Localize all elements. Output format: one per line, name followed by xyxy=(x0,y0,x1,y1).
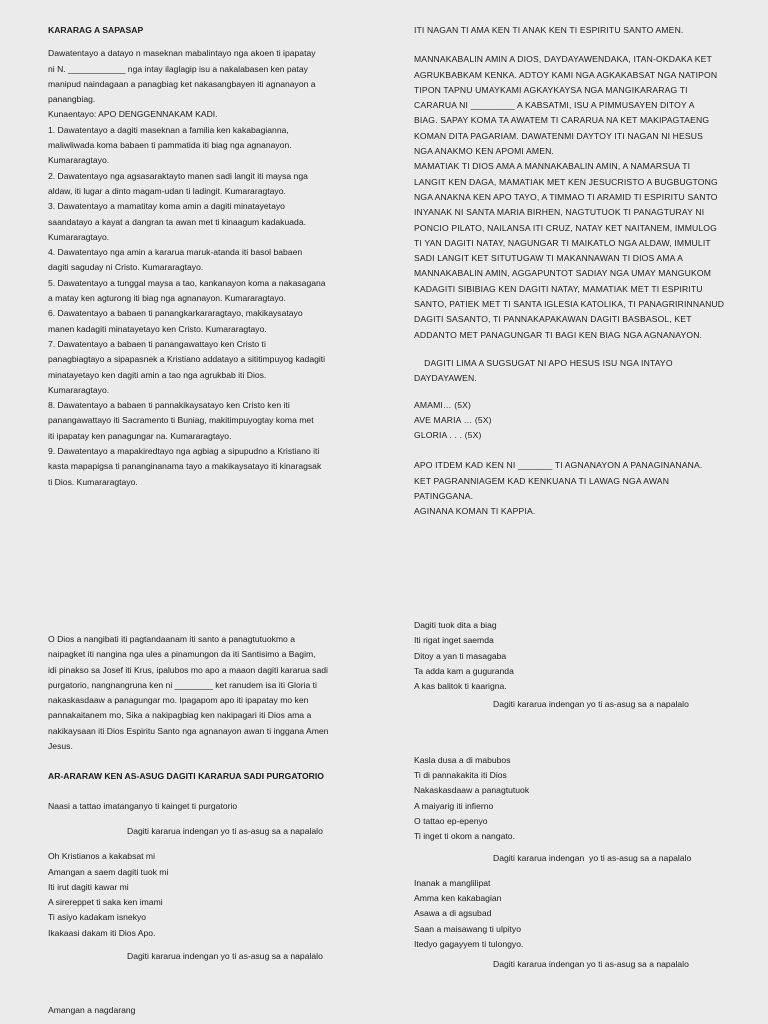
song-refrain: Dagiti kararua indengan yo ti as-asug sa a napalalo xyxy=(493,852,692,863)
verse-line: Ta adda kam a guguranda xyxy=(414,665,514,676)
prayer-line: pannakaitanem mo, Sika a nakipagbiag ken nakipagari iti Dios ama a xyxy=(48,710,312,721)
litany-line: manipud naindagaan a panagbiag ket nakasangbayen iti agnanayon a xyxy=(48,78,316,89)
litany-section xyxy=(48,23,368,490)
five-wounds-line: DAGITI LIMA A SUGSUGAT NI APO HESUS ISU NGA INTAYO xyxy=(414,357,673,368)
litany-line: iti ipapatay ken panagungar na. Kumararagtayo. xyxy=(48,430,232,441)
litany-line: Kumararagtayo. xyxy=(48,384,110,395)
creed-line: SANTO, PATIEK MET TI SANTA IGLESIA KATOLIKA, TI PANAGRIRINNANUD xyxy=(414,299,725,310)
creed-line: NGA ANAKNA KEN APO TAYO, A TIMMAO TI ARAMID TI ESPIRITU SANTO xyxy=(414,191,718,202)
verse-line: A maiyarig iti infierno xyxy=(414,800,494,811)
verse-line: Amma ken kakabagian xyxy=(414,893,502,904)
verse-line: Nakaskasdaaw a panagtutuok xyxy=(414,785,530,796)
verse-line: Amangan a saem dagiti tuok mi xyxy=(48,866,169,877)
litany-title: KARARAG A SAPASAP xyxy=(48,25,144,35)
closing-line: APO ITDEM KAD KEN NI _______ TI AGNANAYON A PANAGINANANA. xyxy=(414,460,703,471)
creed-line: PONCIO PILATO, NAILANSA ITI CRUZ, NATAY KET NAITANEM, IMMULOG xyxy=(414,222,717,233)
rosary-section xyxy=(414,23,754,520)
litany-line: 9. Dawatentayo a mapakiredtayo nga agbiag a sipupudno a Kristiano iti xyxy=(48,446,320,457)
verse-line: Ti asiyo kadakam isnekyo xyxy=(48,912,147,923)
verse-line: Kasla dusa a di mabubos xyxy=(414,754,511,765)
litany-line: Kunaentayo: APO DENGGENNAKAM KADI. xyxy=(48,109,218,120)
creed-line: KOMAN DITA PAGARIAM. DAWATENMI DAYTOY ITI NAGAN NI HESUS xyxy=(414,130,704,141)
purgatory-prayer xyxy=(48,632,368,754)
song-refrain: Dagiti kararua indengan yo ti as-asug sa a napalalo xyxy=(127,825,323,836)
eternal-rest-prayer xyxy=(414,458,754,519)
litany-line: minatayetayo ken dagiti amin a tao nga agrukbab iti Dios. xyxy=(48,369,267,380)
verse-line: Itedyo gagayyem ti tulongyo. xyxy=(414,939,524,950)
litany-line: manen kadagiti minatayetayo ken Cristo. Kumararagtayo. xyxy=(48,323,267,334)
verse-line: Ditoy a yan ti masagaba xyxy=(414,650,507,661)
creed-line: DAGITI SASANTO, TI PANNAKAPAKAWAN DAGITI BASBASOL, KET xyxy=(414,314,692,325)
litany-line: 7. Dawatentayo a babaen ti panangawattayo ken Cristo ti xyxy=(48,338,266,349)
prayer-line: idi pinakso sa Josef iti Krus, ipalubos mo apo a maaon dagiti kararua sadi xyxy=(48,664,328,675)
creed-line: LANGIT KEN DAGA, MAMATIAK MET KEN JESUCRISTO A BUGBUGTONG xyxy=(414,176,718,187)
song-verse xyxy=(414,753,754,845)
litany-line: ni N. ____________ nga intay ilaglagip isu a nakalabasen ken patay xyxy=(48,63,308,74)
verse-line: Inanak a manglilipat xyxy=(414,877,491,888)
litany-line: 5. Dawatentayo a tunggal maysa a tao, kankanayon koma a nakasagana xyxy=(48,277,326,288)
litany-line: 1. Dawatentayo a dagiti maseknan a familia ken kakabagianna, xyxy=(48,124,289,135)
litany-line: maliwliwada koma babaen ti pammatida iti biag nga agnanayon. xyxy=(48,140,292,151)
verse-line: Ikakaasi dakam iti Dios Apo. xyxy=(48,927,156,938)
closing-line: AGINANA KOMAN TI KAPPIA. xyxy=(414,506,536,517)
creed-line: ADDANTO MET PANAGUNGAR TI BAGI KEN BIAG NGA AGNANAYON. xyxy=(414,329,703,340)
song-refrain: Dagiti kararua indengan yo ti as-asug sa a napalalo xyxy=(493,959,689,970)
five-wounds-line: DAYDAYAWEN. xyxy=(414,373,477,384)
litany-line: saandatayo a kayat a dangran ta awan met ti kinaagum kadakuada. xyxy=(48,216,306,227)
song-verse xyxy=(414,876,754,952)
litany-line: Dawatentayo a datayo n maseknan mabalintayo nga akoen ti ipapatay xyxy=(48,48,316,59)
song-intro: Naasi a tattao imatanganyo ti kainget ti purgatorio xyxy=(48,800,238,811)
creed-line: SADI LANGIT KET SITUTUGAW TI MAKANNAWAN TI DIOS AMA A xyxy=(414,253,683,264)
creed-line: MAMATIAK TI DIOS AMA A MANNAKABALIN AMIN, A NAMARSUA TI xyxy=(414,161,691,172)
litany-line: 6. Dawatentayo a babaen ti panangkarkararagtayo, makikaysatayo xyxy=(48,308,303,319)
opening-sign-of-cross: ITI NAGAN TI AMA KEN TI ANAK KEN TI ESPIRITU SANTO AMEN. xyxy=(414,25,684,35)
litany-line: kasta mapapigsa ti pananginanama tayo a makikaysatayo iti kinaragsak xyxy=(48,461,322,472)
prayer-line: Jesus. xyxy=(48,741,73,752)
song-continuation-section xyxy=(414,618,754,973)
litany-line: aldaw, iti lugar a dinto magam-udan ti ladingit. Kumararagtayo. xyxy=(48,185,286,196)
creed-line: TI YAN DAGITI NATAY, NAGUNGAR TI MAIKATLO NGA ALDAW, IMMULIT xyxy=(414,237,711,248)
song-verse-start: Amangan a nagdarang xyxy=(48,1005,136,1016)
creed-prayer xyxy=(414,52,754,343)
litany-line: 3. Dawatentayo a mamatitay koma amin a dagiti minatayetayo xyxy=(48,201,285,212)
prayer-line: nakaskasdaaw a panagungar mo. Ipagapom apo iti ipapatay mo ken xyxy=(48,695,309,706)
verse-line: A kas balitok ti kaarigna. xyxy=(414,681,507,692)
litany-line: panangawattayo iti Sacramento ti Buniag, makitimpuyogtay koma met xyxy=(48,415,314,426)
litany-line: dagiti saguday ni Cristo. Kumararagtayo. xyxy=(48,262,204,273)
verse-line: Ti inget ti okom a nangato. xyxy=(414,831,515,842)
song-refrain: Dagiti kararua indengan yo ti as-asug sa a napalalo xyxy=(127,951,323,962)
prayer-line: naipagket iti nangina nga ules a pinamungon da iti Santisimo a Bagim, xyxy=(48,649,316,660)
prayer-line: purgatorio, nangnangruna ken ni ________ ket ranudem isa iti Gloria ti xyxy=(48,679,317,690)
litany-line: 4. Dawatentayo nga amin a kararua maruk-atanda iti basol babaen xyxy=(48,247,303,258)
verse-line: Iti rigat inget saemda xyxy=(414,635,494,646)
repetition-line: AMAMI… (5X) xyxy=(414,399,472,410)
creed-line: INYANAK NI SANTA MARIA BIRHEN, NAGTUTUOK TI PANAGTURAY NI xyxy=(414,207,705,218)
song-heading: AR-ARARAW KEN AS-ASUG DAGITI KARARUA SADI PURGATORIO xyxy=(48,771,324,782)
creed-line: MANNAKABALIN AMIN A DIOS, DAYDAYAWENDAKA, ITAN-OKDAKA KET xyxy=(414,54,712,65)
verse-line: A sirereppet ti saka ken imami xyxy=(48,897,163,908)
repetition-line: AVE MARIA … (5X) xyxy=(414,414,492,425)
litany-line: panagbiagtayo a sipapasnek a Kristiano addatayo a sititimpuyog kadagiti xyxy=(48,354,326,365)
creed-line: KADAGITI SIBIBIAG KEN DAGITI NATAY, MAMATIAK MET TI ESPIRITU xyxy=(414,283,703,294)
closing-line: PATINGGANA. xyxy=(414,491,474,502)
litany-line: 8. Dawatentayo a babaen ti pannakikaysatayo ken Cristo ken iti xyxy=(48,400,290,411)
litany-line: Kumararagtayo. xyxy=(48,155,110,166)
prayer-line: O Dios a nangibati iti pagtandaanam iti santo a panagtutuokmo a xyxy=(48,634,295,644)
verse-line: Ti di pannakakita iti Dios xyxy=(414,770,507,781)
verse-line: Dagiti tuok dita a biag xyxy=(414,620,497,630)
song-verse xyxy=(414,618,754,694)
prayer-line: nakikaysaan iti Dios Espiritu Santo nga agnanayon awan ti inggana Amen xyxy=(48,725,329,736)
verse-line: Asawa a di agsubad xyxy=(414,908,492,919)
litany-line: panangbiag. xyxy=(48,94,96,105)
song-refrain: Dagiti kararua indengan yo ti as-asug sa a napalalo xyxy=(493,699,689,710)
verse-line: Iti irut dagiti kawar mi xyxy=(48,881,129,892)
verse-line: Saan a maisawang ti ulpityo xyxy=(414,923,522,934)
creed-line: BIAG. SAPAY KOMA TA AWATEM TI CARARUA NA KET MAKIPAGTAENG xyxy=(414,115,710,126)
creed-line: NGA ANAKMO KEN APOMI AMEN. xyxy=(414,146,555,157)
verse-line: Oh Kristianos a kakabsat mi xyxy=(48,851,155,862)
closing-line: KET PAGRANNIAGEM KAD KENKUANA TI LAWAG NGA AWAN xyxy=(414,475,670,486)
creed-line: CARARUA NI _________ A KABSATMI, ISU A PIMMUSAYEN DITOY A xyxy=(414,100,695,111)
creed-line: AGRUKBABKAM KENKA. ADTOY KAMI NGA AGKAKABSAT NGA NATIPON xyxy=(414,69,718,80)
litany-line: 2. Dawatentayo nga agsasaraktayto manen sadi langit iti maysa nga xyxy=(48,170,308,181)
creed-line: TIPON TAPNU UMAYKAMI AGKAYKAYSA NGA MANGIKARARAG TI xyxy=(414,84,688,95)
creed-line: MANNAKABALIN AMIN, AGGAPUNTOT SADIAY NGA UMAY MANGUKOM xyxy=(414,268,712,279)
song-verse xyxy=(48,849,368,941)
litany-line: Kumararagtayo. xyxy=(48,231,110,242)
litany-lines xyxy=(48,46,368,490)
litany-line: ti Dios. Kumararagtayo. xyxy=(48,476,138,487)
purgatory-prayer-section xyxy=(48,632,368,1019)
five-wounds-text xyxy=(414,356,754,387)
prayer-repetitions xyxy=(414,398,754,444)
repetition-line: GLORIA . . . (5X) xyxy=(414,430,482,441)
verse-line: O tattao ep-epenyo xyxy=(414,815,488,826)
litany-line: a matay ken agturong iti biag nga agnanayon. Kumararagtayo. xyxy=(48,293,286,304)
